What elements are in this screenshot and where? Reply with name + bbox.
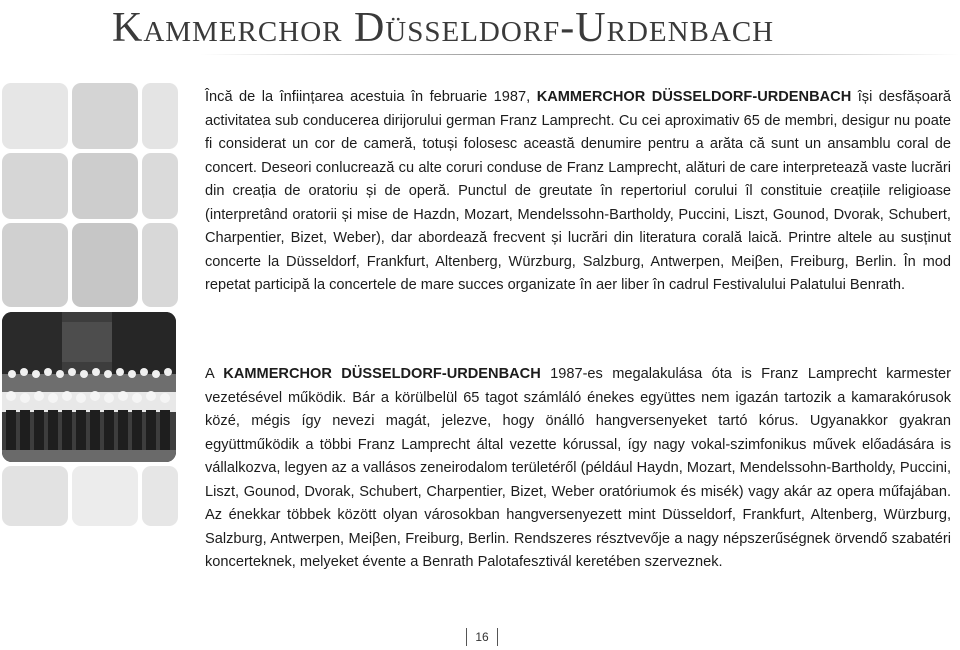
- page-title: Kammerchor Düsseldorf-Urdenbach: [112, 5, 775, 51]
- decorative-square: [72, 153, 138, 219]
- decorative-square: [2, 466, 68, 526]
- choir-photo-illustration: [2, 312, 176, 462]
- paragraph-body: își desfășoară activitatea sub conducerea dirijorului german Franz Lamprecht. Cu cei aproximativ 65 de membri, desigur nu poate fi considerat un cor de cameră, totuși folosesc această denumire pentru a arăta că sunt un ansamblu coral de concert. Deseori conlucrează cu alte coruri conduse de Franz Lamprecht, alături de care interpretează vaste lucrări din creația de oratoriu și de operă. Punctul de greutate în repertoriul corului îl constituie creațiile religioase (interpretând oratorii și mise de Hazdn, Mozart, Mendelssohn-Bartholdy, Puccini, Liszt, Gounod, Dvorak, Schubert, Charpentier, Bizet, Weber), dar abordează frecvent și lucrări din literatura corală laică. Printre altele au susținut concerte la Düsseldorf, Frankfurt, Altenberg, Würzburg, Salzburg, Antwerpen, Meiβen, Freiburg, Berlin. În mod repetat participă la concertele de mare succes organizate în aer liber în cadrul Festivalului Palatului Benrath.: [205, 89, 951, 293]
- choir-photo: [2, 312, 176, 462]
- page-number: 16: [466, 628, 498, 646]
- decorative-square: [142, 153, 178, 219]
- choir-name-bold: KAMMERCHOR DÜSSELDORF-URDENBACH: [536, 89, 852, 105]
- decorative-square: [142, 466, 178, 526]
- decorative-square: [2, 153, 68, 219]
- decorative-square: [2, 223, 68, 307]
- decorative-square: [142, 83, 178, 149]
- paragraph-hungarian: [205, 363, 951, 575]
- paragraph-intro: A: [205, 366, 224, 382]
- decorative-square: [72, 466, 138, 526]
- decorative-square: [142, 223, 178, 307]
- paragraph-body: 1987-es megalakulása óta is Franz Lamprecht karmester vezetésével működik. Bár a körülbelül 65 tagot számláló énekes együttes nem igazán tartozik a kamarakórusok közé, mégis így nevezi magát, jelezve, hogy önálló hangversenyeket tartó kórus. Ugyanakkor gyakran együttműködik a többi Franz Lamprecht által vezette kórussal, így nagy vokal-szimfonikus művek előadására is vállalkozva, legyen az a vallásos zeneirodalom területéről (például Haydn, Mozart, Mendelssohn-Bartholdy, Puccini, Liszt, Gounod, Dvorak, Schubert, Charpentier, Bizet, Weber oratóriumok és misék) vagy akár az opera műfajában. Az énekkar többek között olyan városokban hangversenyezett mint Düsseldorf, Frankfurt, Altenberg, Würzburg, Salzburg, Antwerpen, Meiβen, Freiburg, Berlin. Rendszeres résztvevője a nagy népszerűségnek örvendő szabatéri koncerteknek, melyeket évente a Benrath Palotafesztivál keretében szerveznek.: [205, 366, 952, 570]
- title-divider: [200, 54, 960, 55]
- decorative-square: [72, 83, 138, 149]
- decorative-square: [2, 83, 68, 149]
- paragraph-romanian: [205, 86, 951, 298]
- paragraph-intro: Încă de la înființarea acestuia în februarie 1987,: [205, 89, 537, 105]
- choir-name-bold: KAMMERCHOR DÜSSELDORF-URDENBACH: [223, 366, 541, 382]
- decorative-square: [72, 223, 138, 307]
